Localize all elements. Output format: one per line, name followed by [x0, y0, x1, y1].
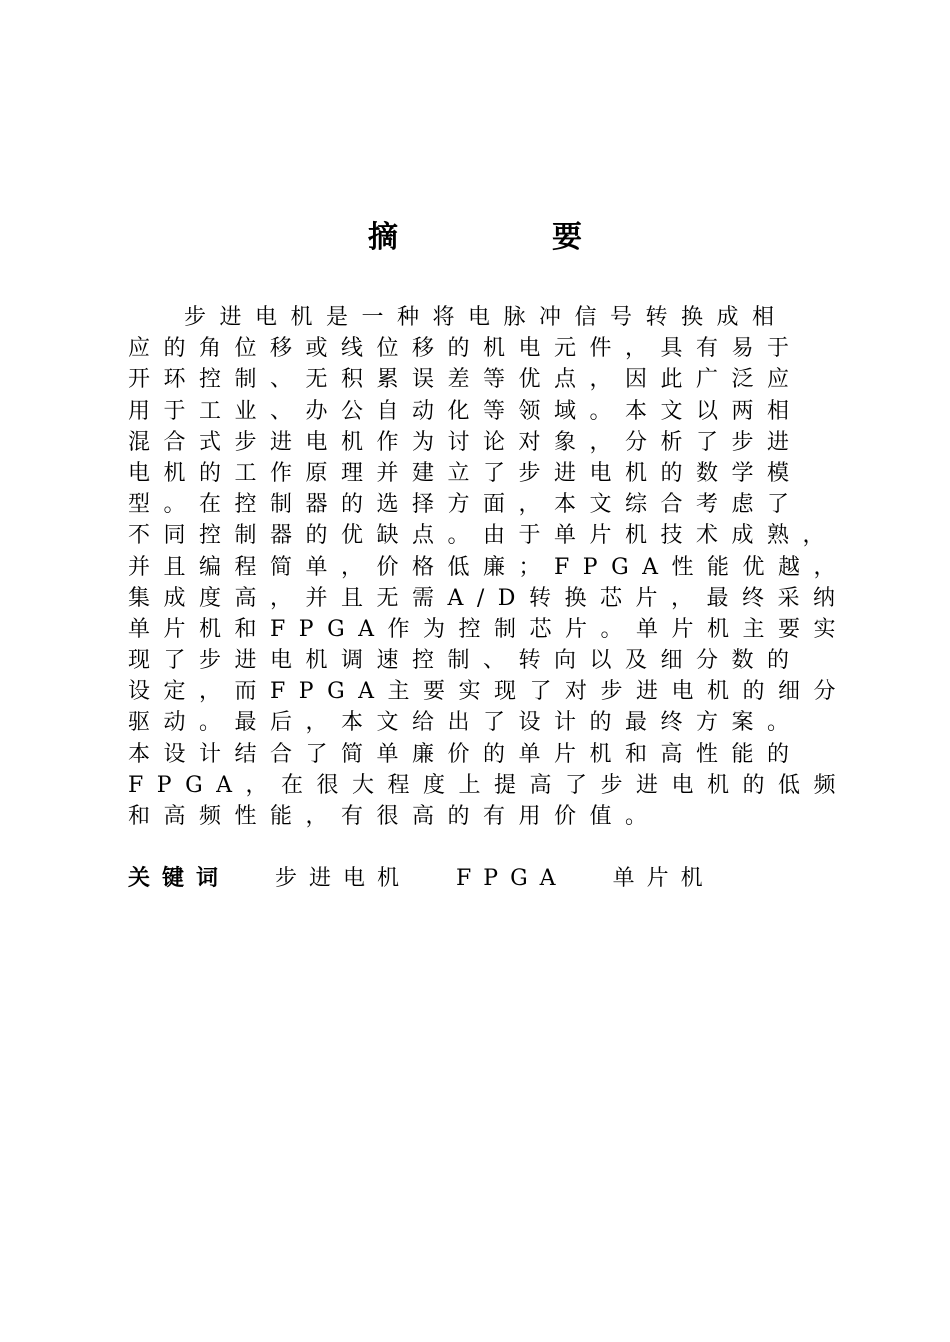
abstract-line: 电机的工作原理并建立了步进电机的数学模	[128, 460, 803, 486]
abstract-line: 并且编程简单，价格低廉；FPGA性能优越，	[128, 554, 850, 580]
abstract-line: 不同控制器的优缺点。由于单片机技术成熟，	[128, 523, 839, 549]
abstract-line: 型。在控制器的选择方面，本文综合考虑了	[128, 492, 803, 518]
abstract-line: 混合式步进电机作为讨论对象，分析了步进	[128, 429, 803, 455]
abstract-line: 应的角位移或线位移的机电元件，具有易于	[128, 336, 803, 362]
abstract-line: 开环控制、无积累误差等优点，因此广泛应	[128, 367, 803, 393]
keyword-item: 单片机	[612, 866, 715, 891]
abstract-line: 和高频性能，有很高的有用价值。	[128, 804, 661, 829]
abstract-title: 摘 要	[368, 220, 644, 255]
abstract-line: FPGA，在很大程度上提高了步进电机的低频	[128, 772, 850, 798]
keywords-label: 关键词	[128, 865, 231, 891]
keywords-row	[128, 863, 868, 894]
abstract-line: 驱动。最后，本文给出了设计的最终方案。	[128, 710, 803, 736]
abstract-body	[128, 302, 868, 832]
abstract-line: 步进电机是一种将电脉冲信号转换成相	[184, 305, 788, 330]
keyword-item: FPGA	[456, 866, 568, 891]
abstract-line: 集成度高，并且无需A/D转换芯片，最终采纳	[128, 585, 849, 611]
abstract-line: 现了步进电机调速控制、转向以及细分数的	[128, 648, 803, 674]
abstract-line: 单片机和FPGA作为控制芯片。单片机主要实	[128, 616, 850, 642]
abstract-line: 设定，而FPGA主要实现了对步进电机的细分	[128, 679, 850, 705]
abstract-line: 用于工业、办公自动化等领域。本文以两相	[128, 398, 803, 424]
abstract-line: 本设计结合了简单廉价的单片机和高性能的	[128, 741, 803, 767]
keyword-item: 步进电机	[275, 866, 412, 891]
